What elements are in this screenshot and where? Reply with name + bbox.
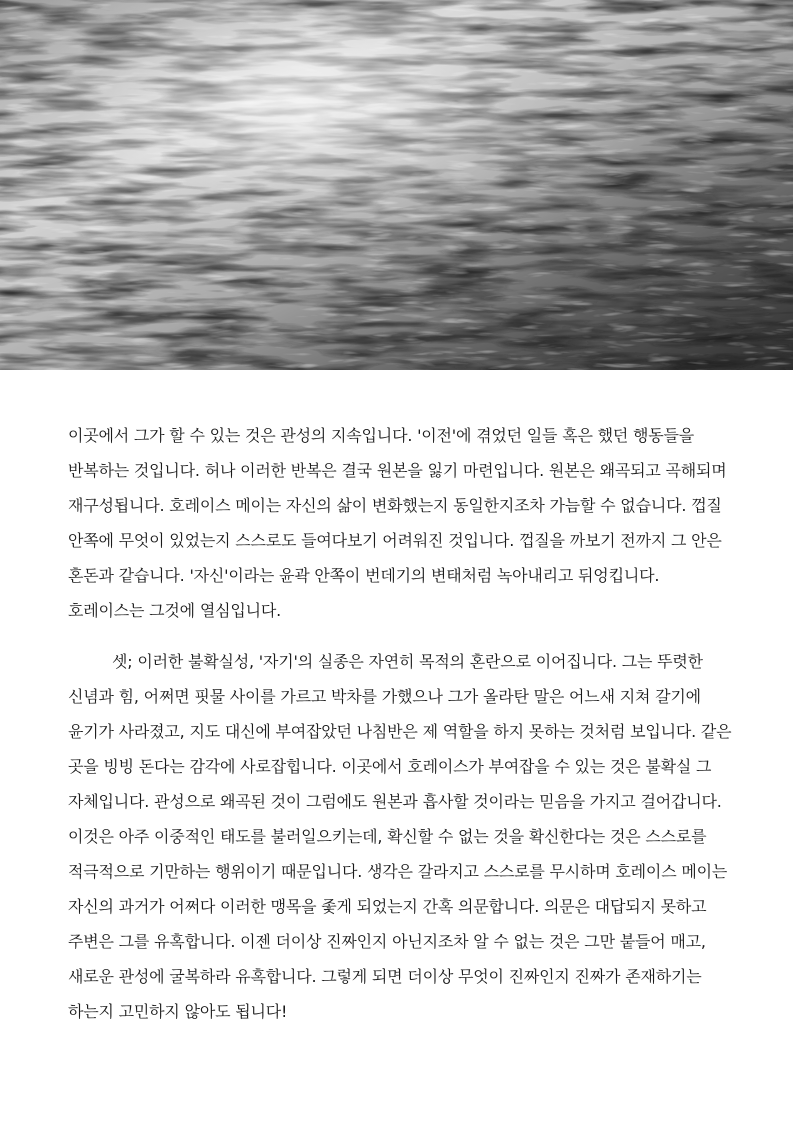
- article-body: [68, 418, 736, 1029]
- paragraph: 셋; 이러한 불확실성, '자기'의 실종은 자연히 목적의 혼란으로 이어집니다. 그는 뚜렷한 신념과 힘, 어쩌면 핏물 사이를 가르고 박차를 가했으나 그가 올라탄 말은 어느새 지쳐 갈기에 윤기가 사라졌고, 지도 대신에 부여잡았던 나침반은 제 역할을 하지 못하는 것처럼 보입니다. 같은 곳을 빙빙 돈다는 감각에 사로잡힙니다. 이곳에서 호레이스가 부여잡을 수 있는 것은 불확실 그 자체입니다. 관성으로 왜곡된 것이 그럼에도 원본과 흡사할 것이라는 믿음을 가지고 걸어갑니다. 이것은 아주 이중적인 태도를 불러일으키는데, 확신할 수 없는 것을 확신한다는 것은 스스로를 적극적으로 기만하는 행위이기 때문입니다. 생각은 갈라지고 스스로를 무시하며 호레이스 메이는 자신의 과거가 어쩌다 이러한 맹목을 좇게 되었는지 간혹 의문합니다. 의문은 대답되지 못하고 주변은 그를 유혹합니다. 이젠 더이상 진짜인지 아닌지조차 알 수 없는 것은 그만 붙들어 매고, 새로운 관성에 굴복하라 유혹합니다. 그렇게 되면 더이상 무엇이 진짜인지 진짜가 존재하기는 하는지 고민하지 않아도 됩니다!: [68, 652, 732, 1021]
- water-ripples-image: [0, 0, 793, 370]
- paragraph: 이곳에서 그가 할 수 있는 것은 관성의 지속입니다. '이전'에 겪었던 일들 혹은 했던 행동들을 반복하는 것입니다. 허나 이러한 반복은 결국 원본을 잃기 마련입니다. 원본은 왜곡되고 곡해되며 재구성됩니다. 호레이스 메이는 자신의 삶이 변화했는지 동일한지조차 가늠할 수 없습니다. 껍질 안쪽에 무엇이 있었는지 스스로도 들여다보기 어려워진 것입니다. 껍질을 까보기 전까지 그 안은 혼돈과 같습니다. '자신'이라는 윤곽 안쪽이 번데기의 변태처럼 녹아내리고 뒤엉킵니다. 호레이스는 그것에 열심입니다.: [68, 426, 727, 620]
- water-ripples-photo: [0, 0, 793, 370]
